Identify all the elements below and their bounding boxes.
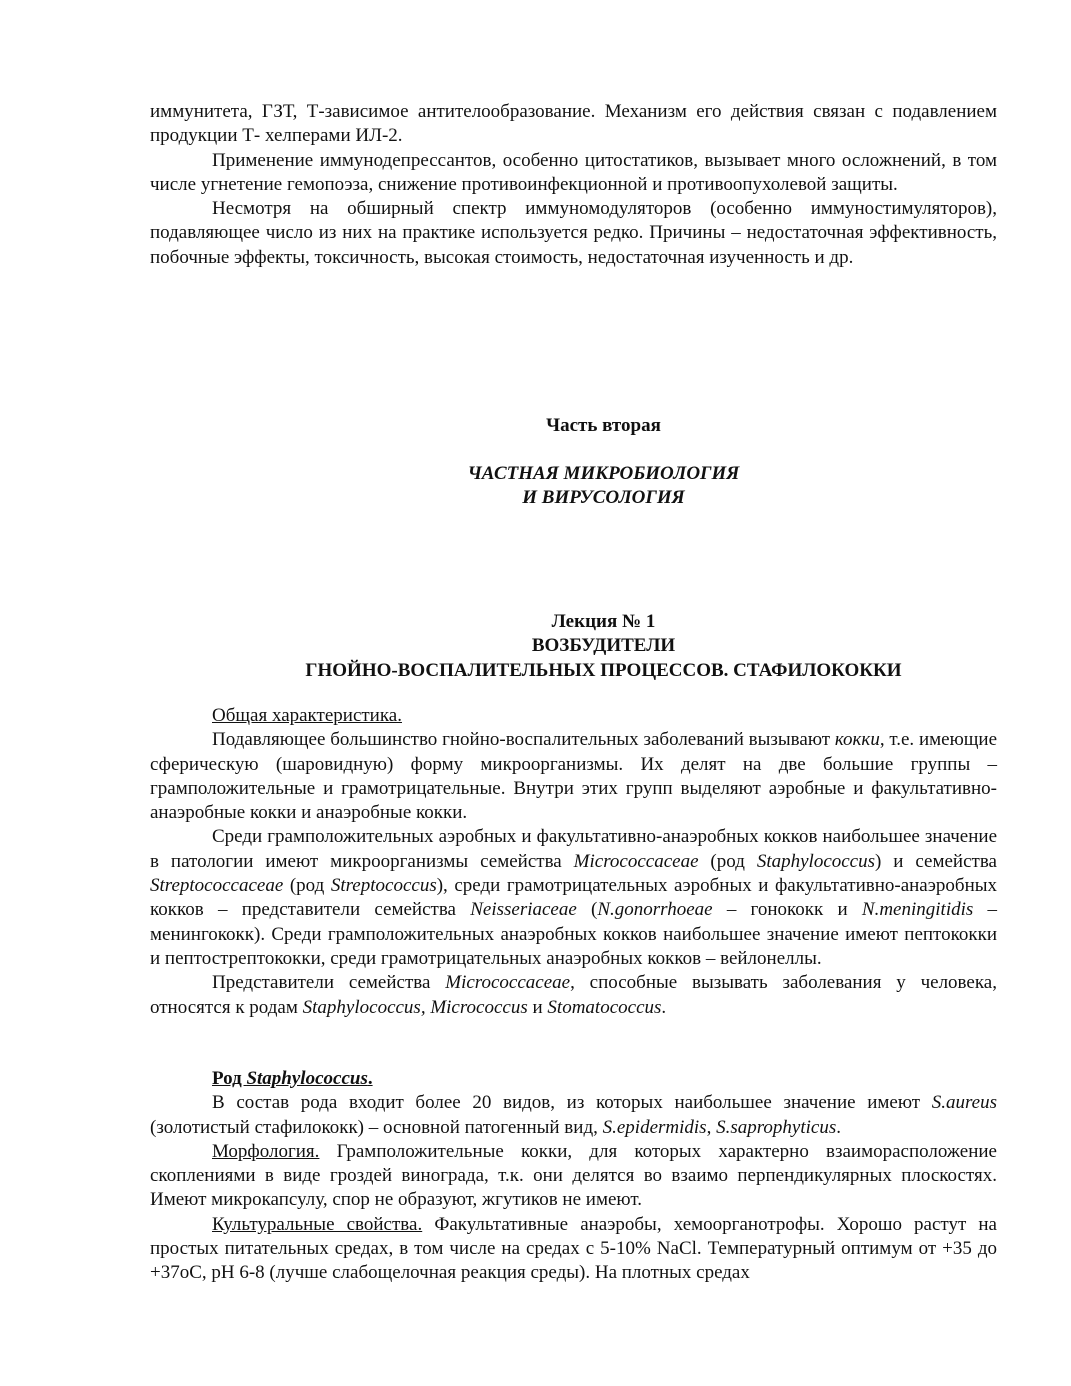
taxon: Staphylococcus	[246, 1068, 368, 1089]
taxon: S.epidermidis	[602, 1116, 707, 1138]
general-characteristics-section	[150, 704, 997, 1020]
paragraph	[150, 825, 997, 971]
text: Грамположительные кокки, для которых характерно взаиморасположение скоплениями в виде гроздей винограда, т.к. они делятся во взаимо перпендикулярных плоскостях. Имеют микрокапсулу, спор не образуют, жгутиков не имеют.	[150, 1140, 997, 1211]
text: ), среди грамотрицательных аэробных и факультативно-анаэробных кокков – представители семейства	[150, 875, 997, 921]
text: (золотистый стафилококк) – основной патогенный вид,	[150, 1116, 603, 1138]
text: ) и семейства	[875, 850, 997, 872]
text: Факультативные анаэробы, хемоорганотрофы. Хорошо растут на простых питательных средах, в том числе на средах с 5-10% NaCl. Температурный оптимум от +35 до +37оС, рН 6-8 (лучше слабощелочная реакция среды). На плотных средах	[150, 1213, 997, 1284]
taxon: Micrococcaceae	[445, 972, 571, 994]
paragraph	[150, 728, 997, 825]
taxon: S.saprophyticus	[716, 1116, 837, 1138]
subheading-text: Общая характеристика.	[212, 705, 402, 726]
lecture-title-line: ГНОЙНО-ВОСПАЛИТЕЛЬНЫХ ПРОЦЕССОВ. СТАФИЛОКОККИ	[305, 659, 902, 681]
text: Среди грамположительных аэробных и факультативно-анаэробных кокков наибольшее значение в патологии имеют микроорганизмы семейства	[150, 826, 997, 872]
text: В состав рода входит более 20 видов, из которых наибольшее значение имеют	[212, 1092, 932, 1114]
taxon: Micrococcaceae	[573, 850, 699, 872]
subheading	[150, 1067, 997, 1091]
paragraph: Несмотря на обширный спектр иммуномодуляторов (особенно иммуностимуляторов), подавляющее число из них на практике используется редко. Причины – недостаточная эффективность, побочные эффекты, токсичность, высокая стоимость, недостаточная изученность и др.	[150, 198, 997, 268]
text: .	[367, 1068, 373, 1089]
section-title-line: ЧАСТНАЯ МИКРОБИОЛОГИЯ	[467, 463, 740, 484]
taxon: N.gonorrhoeae	[597, 899, 713, 921]
inline-label: Морфология.	[212, 1140, 320, 1162]
inline-label: Культуральные свойства.	[212, 1213, 423, 1235]
subheading-text	[212, 1068, 373, 1089]
paragraph: Применение иммунодепрессантов, особенно цитостатиков, вызывает много осложнений, в том числе угнетение гемопоэза, снижение противоинфекционной и противоопухолевой защиты.	[150, 149, 997, 195]
taxon: N.meningitidis	[861, 899, 974, 921]
text: , способные вызывать заболевания у человека, относятся к родам	[150, 972, 997, 1018]
taxon: Streptococcaceae	[150, 875, 284, 897]
text: Род	[212, 1068, 247, 1089]
paragraph	[150, 1213, 997, 1286]
taxon: Neisseriaceae	[470, 899, 577, 921]
paragraph	[150, 1140, 997, 1213]
text: ,	[706, 1116, 717, 1138]
text: Представители семейства	[212, 972, 446, 994]
text: и	[527, 996, 548, 1018]
genus-staphylococcus-section	[150, 1067, 997, 1286]
text: , т.е. имеющие сферическую (шаровидную) форму микроорганизмы. Их делят на две большие группы – грамположительные и грамотрицательные. Внутри этих групп выделяют аэробные и факультативно-анаэробные кокки и анаэробные кокки.	[150, 729, 997, 824]
taxon: Staphylococcus, Micrococcus	[302, 996, 528, 1018]
taxon: Streptococcus	[330, 875, 437, 897]
section-title	[150, 462, 1057, 511]
paragraph: иммунитета, ГЗТ, Т-зависимое антителообразование. Механизм его действия связан с подавлением продукции Т- хелперами ИЛ-2.	[150, 101, 997, 147]
paragraph	[150, 1091, 997, 1140]
taxon: Stomatococcus	[547, 996, 662, 1018]
intro-text-block	[150, 100, 997, 270]
subheading	[150, 704, 997, 728]
paragraph	[150, 971, 997, 1020]
text: Подавляющее большинство гнойно-воспалительных заболеваний вызывают	[212, 729, 835, 751]
text: – менингококк). Среди грамположительных анаэробных кокков наибольшее значение имеют пептококки и пептострептококки, среди грамотрицательных анаэробных кокков – вейлонеллы.	[150, 899, 998, 969]
text: (род	[698, 850, 757, 872]
part-title: Часть вторая	[546, 415, 661, 436]
taxon: S.aureus	[931, 1092, 997, 1114]
lecture-title-line: ВОЗБУДИТЕЛИ	[531, 635, 676, 657]
text: .	[661, 996, 667, 1018]
text: (	[576, 899, 598, 921]
section-title-line: И ВИРУСОЛОГИЯ	[522, 487, 685, 509]
taxon: Staphylococcus	[756, 850, 876, 872]
text: – гонококк и	[712, 899, 862, 921]
lecture-title	[150, 610, 1057, 683]
lecture-number: Лекция № 1	[551, 611, 656, 632]
text: (род	[283, 875, 331, 897]
term: кокки	[834, 729, 880, 751]
text: .	[836, 1116, 841, 1138]
